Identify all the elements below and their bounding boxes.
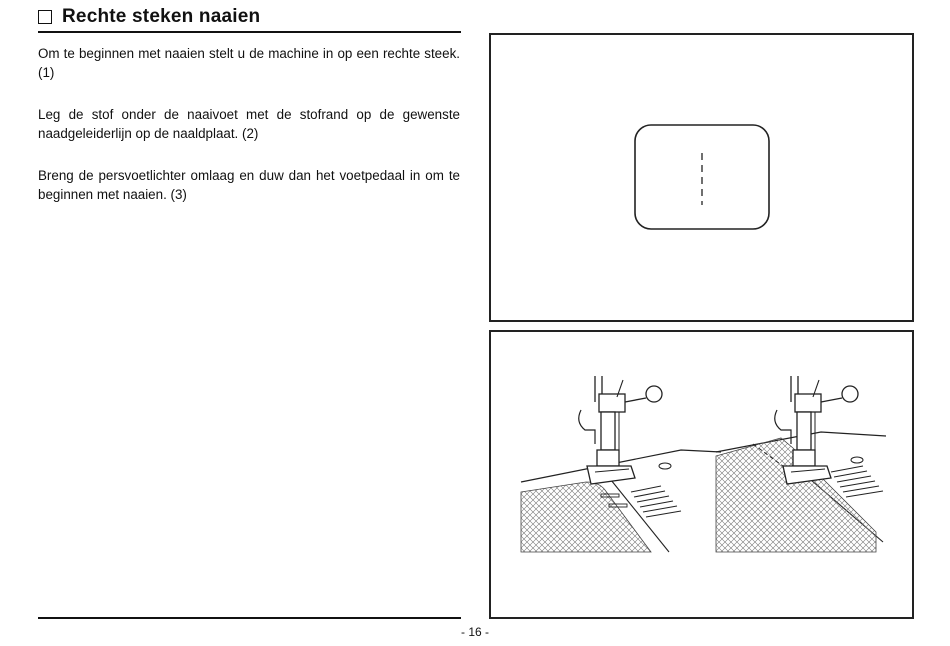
presser-foot-fabric-illustration (521, 376, 721, 552)
instruction-paragraph-2: Leg de stof onder de naaivoet met de stofrand op de gewenste naadgeleiderlijn op de naaldplaat. (2) (38, 107, 460, 141)
straight-stitch-display-icon (491, 35, 912, 320)
sewing-illustration-panel (489, 330, 914, 619)
instruction-paragraph-3: Breng de persvoetlichter omlaag en duw dan het voetpedaal in om te beginnen met naaien. (3) (38, 168, 460, 202)
instruction-paragraph-1: Om te beginnen met naaien stelt u de machine in op een rechte steek. (1) (38, 46, 460, 80)
stitch-display-panel (489, 33, 914, 322)
sewing-illustration (491, 332, 912, 617)
page-number: - 16 - (460, 625, 489, 639)
empty-checkbox-icon (38, 10, 52, 24)
section-title: Rechte steken naaien (62, 6, 261, 27)
presser-foot-fabric-sewing-illustration (716, 376, 886, 552)
section-heading (38, 6, 260, 28)
instructions (38, 44, 460, 227)
top-divider (38, 31, 461, 33)
bottom-divider (38, 617, 461, 619)
